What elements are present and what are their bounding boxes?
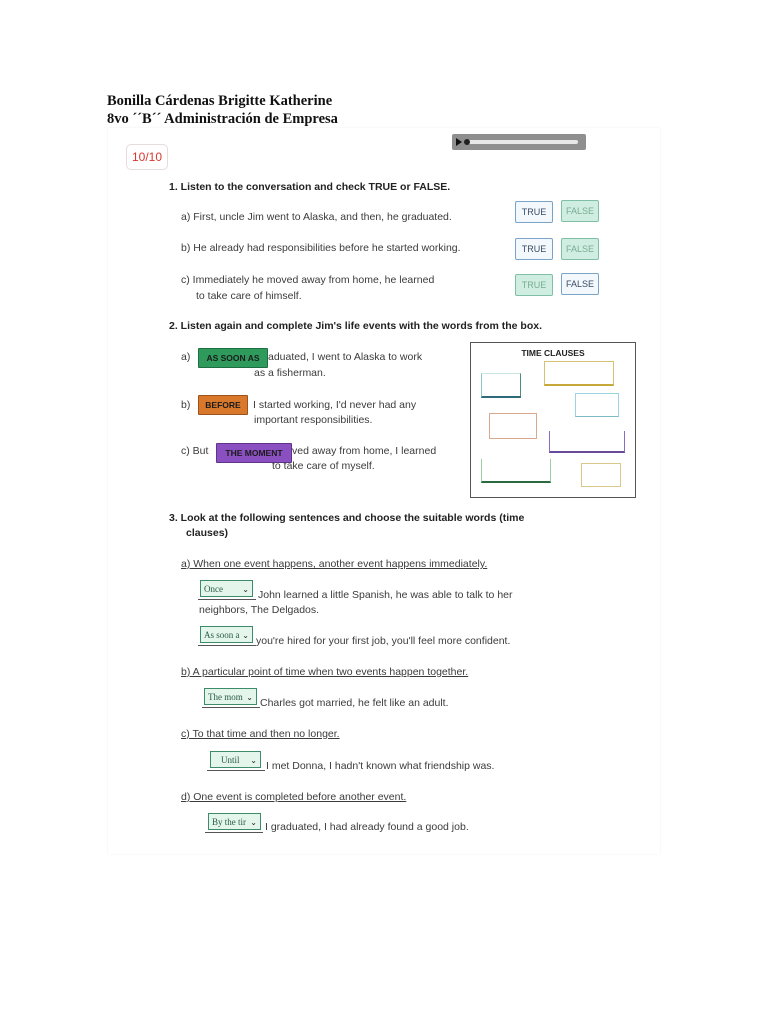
- q1-c-true-button[interactable]: TRUE: [515, 274, 553, 296]
- drop-slot-2[interactable]: [544, 361, 614, 386]
- q3-a2-text: you're hired for your first job, you'll feel more confident.: [256, 635, 511, 647]
- q3-c-text: I met Donna, I hadn't known what friendship was.: [266, 760, 495, 772]
- drop-slot-7[interactable]: [581, 463, 621, 487]
- q3-d-text: I graduated, I had already found a good job.: [265, 821, 469, 833]
- q3-c-heading: c) To that time and then no longer.: [181, 728, 340, 740]
- q2-b-prefix: b): [181, 399, 191, 411]
- q2-b-line2: important responsibilities.: [254, 414, 373, 426]
- q3-title-line1: 3. Look at the following sentences and choose the suitable words (time: [169, 512, 525, 524]
- q3-c-value: Until: [221, 755, 240, 765]
- score-badge: 10/10: [126, 144, 168, 170]
- drop-slot-4[interactable]: [489, 413, 537, 439]
- chevron-down-icon: ⌄: [242, 631, 249, 640]
- time-clauses-box: [470, 342, 636, 498]
- q3-c-select[interactable]: [210, 751, 261, 768]
- q2-c-prefix: c) But: [181, 445, 209, 457]
- q3-b-value: The mom: [208, 692, 243, 702]
- q3-b-text: Charles got married, he felt like an adult.: [260, 697, 449, 709]
- student-header: [107, 92, 338, 128]
- time-clauses-title: TIME CLAUSES: [521, 348, 585, 358]
- q2-c-tag-the-moment[interactable]: THE MOMENT: [216, 443, 292, 463]
- q2-a-line1: aduated, I went to Alaska to work: [268, 351, 423, 363]
- q2-a-line2: as a fisherman.: [254, 367, 326, 379]
- chevron-down-icon: ⌄: [242, 585, 249, 594]
- q1-b-true-button[interactable]: TRUE: [515, 238, 553, 260]
- q3-d-underline: [205, 832, 263, 833]
- q3-d-select[interactable]: [208, 813, 261, 830]
- audio-player[interactable]: [452, 134, 586, 150]
- q3-a2-underline: [198, 645, 256, 646]
- q3-c-underline: [207, 770, 265, 771]
- q1-a-true-button[interactable]: TRUE: [515, 201, 553, 223]
- q3-a2-select[interactable]: [200, 626, 253, 643]
- q3-a-heading: a) When one event happens, another event happens immediately.: [181, 558, 488, 570]
- chevron-down-icon: ⌄: [246, 693, 253, 702]
- student-name: Bonilla Cárdenas Brigitte Katherine: [107, 93, 333, 109]
- drop-slot-6[interactable]: [481, 459, 551, 483]
- chevron-down-icon: ⌄: [250, 818, 257, 827]
- q2-title: 2. Listen again and complete Jim's life events with the words from the box.: [169, 320, 542, 332]
- q3-a1-text2: neighbors, The Delgados.: [199, 604, 320, 616]
- q3-a1-text: John learned a little Spanish, he was able to talk to her: [258, 589, 513, 601]
- q3-b-underline: [202, 707, 260, 708]
- q3-d-heading: d) One event is completed before another event.: [181, 791, 407, 803]
- q3-b-select[interactable]: [204, 688, 257, 705]
- q1-a-text: a) First, uncle Jim went to Alaska, and then, he graduated.: [181, 211, 452, 223]
- q3-a1-underline: [198, 599, 256, 600]
- q1-b-false-button[interactable]: FALSE: [561, 238, 599, 260]
- q3-a2-value: As soon a: [204, 630, 240, 640]
- q1-c-text-line1: c) Immediately he moved away from home, he learned: [181, 274, 435, 286]
- q3-a1-select[interactable]: [200, 580, 253, 597]
- q1-title: 1. Listen to the conversation and check TRUE or FALSE.: [169, 181, 451, 193]
- q2-b-tag-before[interactable]: BEFORE: [198, 395, 248, 415]
- q2-a-tag-as-soon-as[interactable]: AS SOON AS: [198, 348, 268, 368]
- drop-slot-5[interactable]: [549, 431, 625, 453]
- chevron-down-icon: ⌄: [250, 756, 257, 765]
- q3-title-line2: clauses): [186, 527, 229, 539]
- q2-c-line1: ved away from home, I learned: [292, 445, 437, 457]
- q3-a1-value: Once: [204, 584, 223, 594]
- q2-c-line2: to take care of myself.: [272, 460, 375, 472]
- audio-progress-knob[interactable]: [464, 139, 470, 145]
- drop-slot-3[interactable]: [575, 393, 619, 417]
- q3-d-value: By the tir: [212, 817, 246, 827]
- q1-c-text-line2: to take care of himself.: [196, 290, 302, 302]
- q1-a-false-button[interactable]: FALSE: [561, 200, 599, 222]
- q1-c-false-button[interactable]: FALSE: [561, 273, 599, 295]
- q3-b-heading: b) A particular point of time when two events happen together.: [181, 666, 469, 678]
- drop-slot-1[interactable]: [481, 373, 521, 398]
- play-icon[interactable]: [456, 138, 462, 146]
- student-course: 8vo ´´B´´ Administración de Empresa: [107, 111, 338, 127]
- q2-b-line1: I started working, I'd never had any: [253, 399, 417, 411]
- q1-b-text: b) He already had responsibilities before he started working.: [181, 242, 461, 254]
- audio-progress-track[interactable]: [466, 140, 578, 144]
- q2-a-prefix: a): [181, 351, 191, 363]
